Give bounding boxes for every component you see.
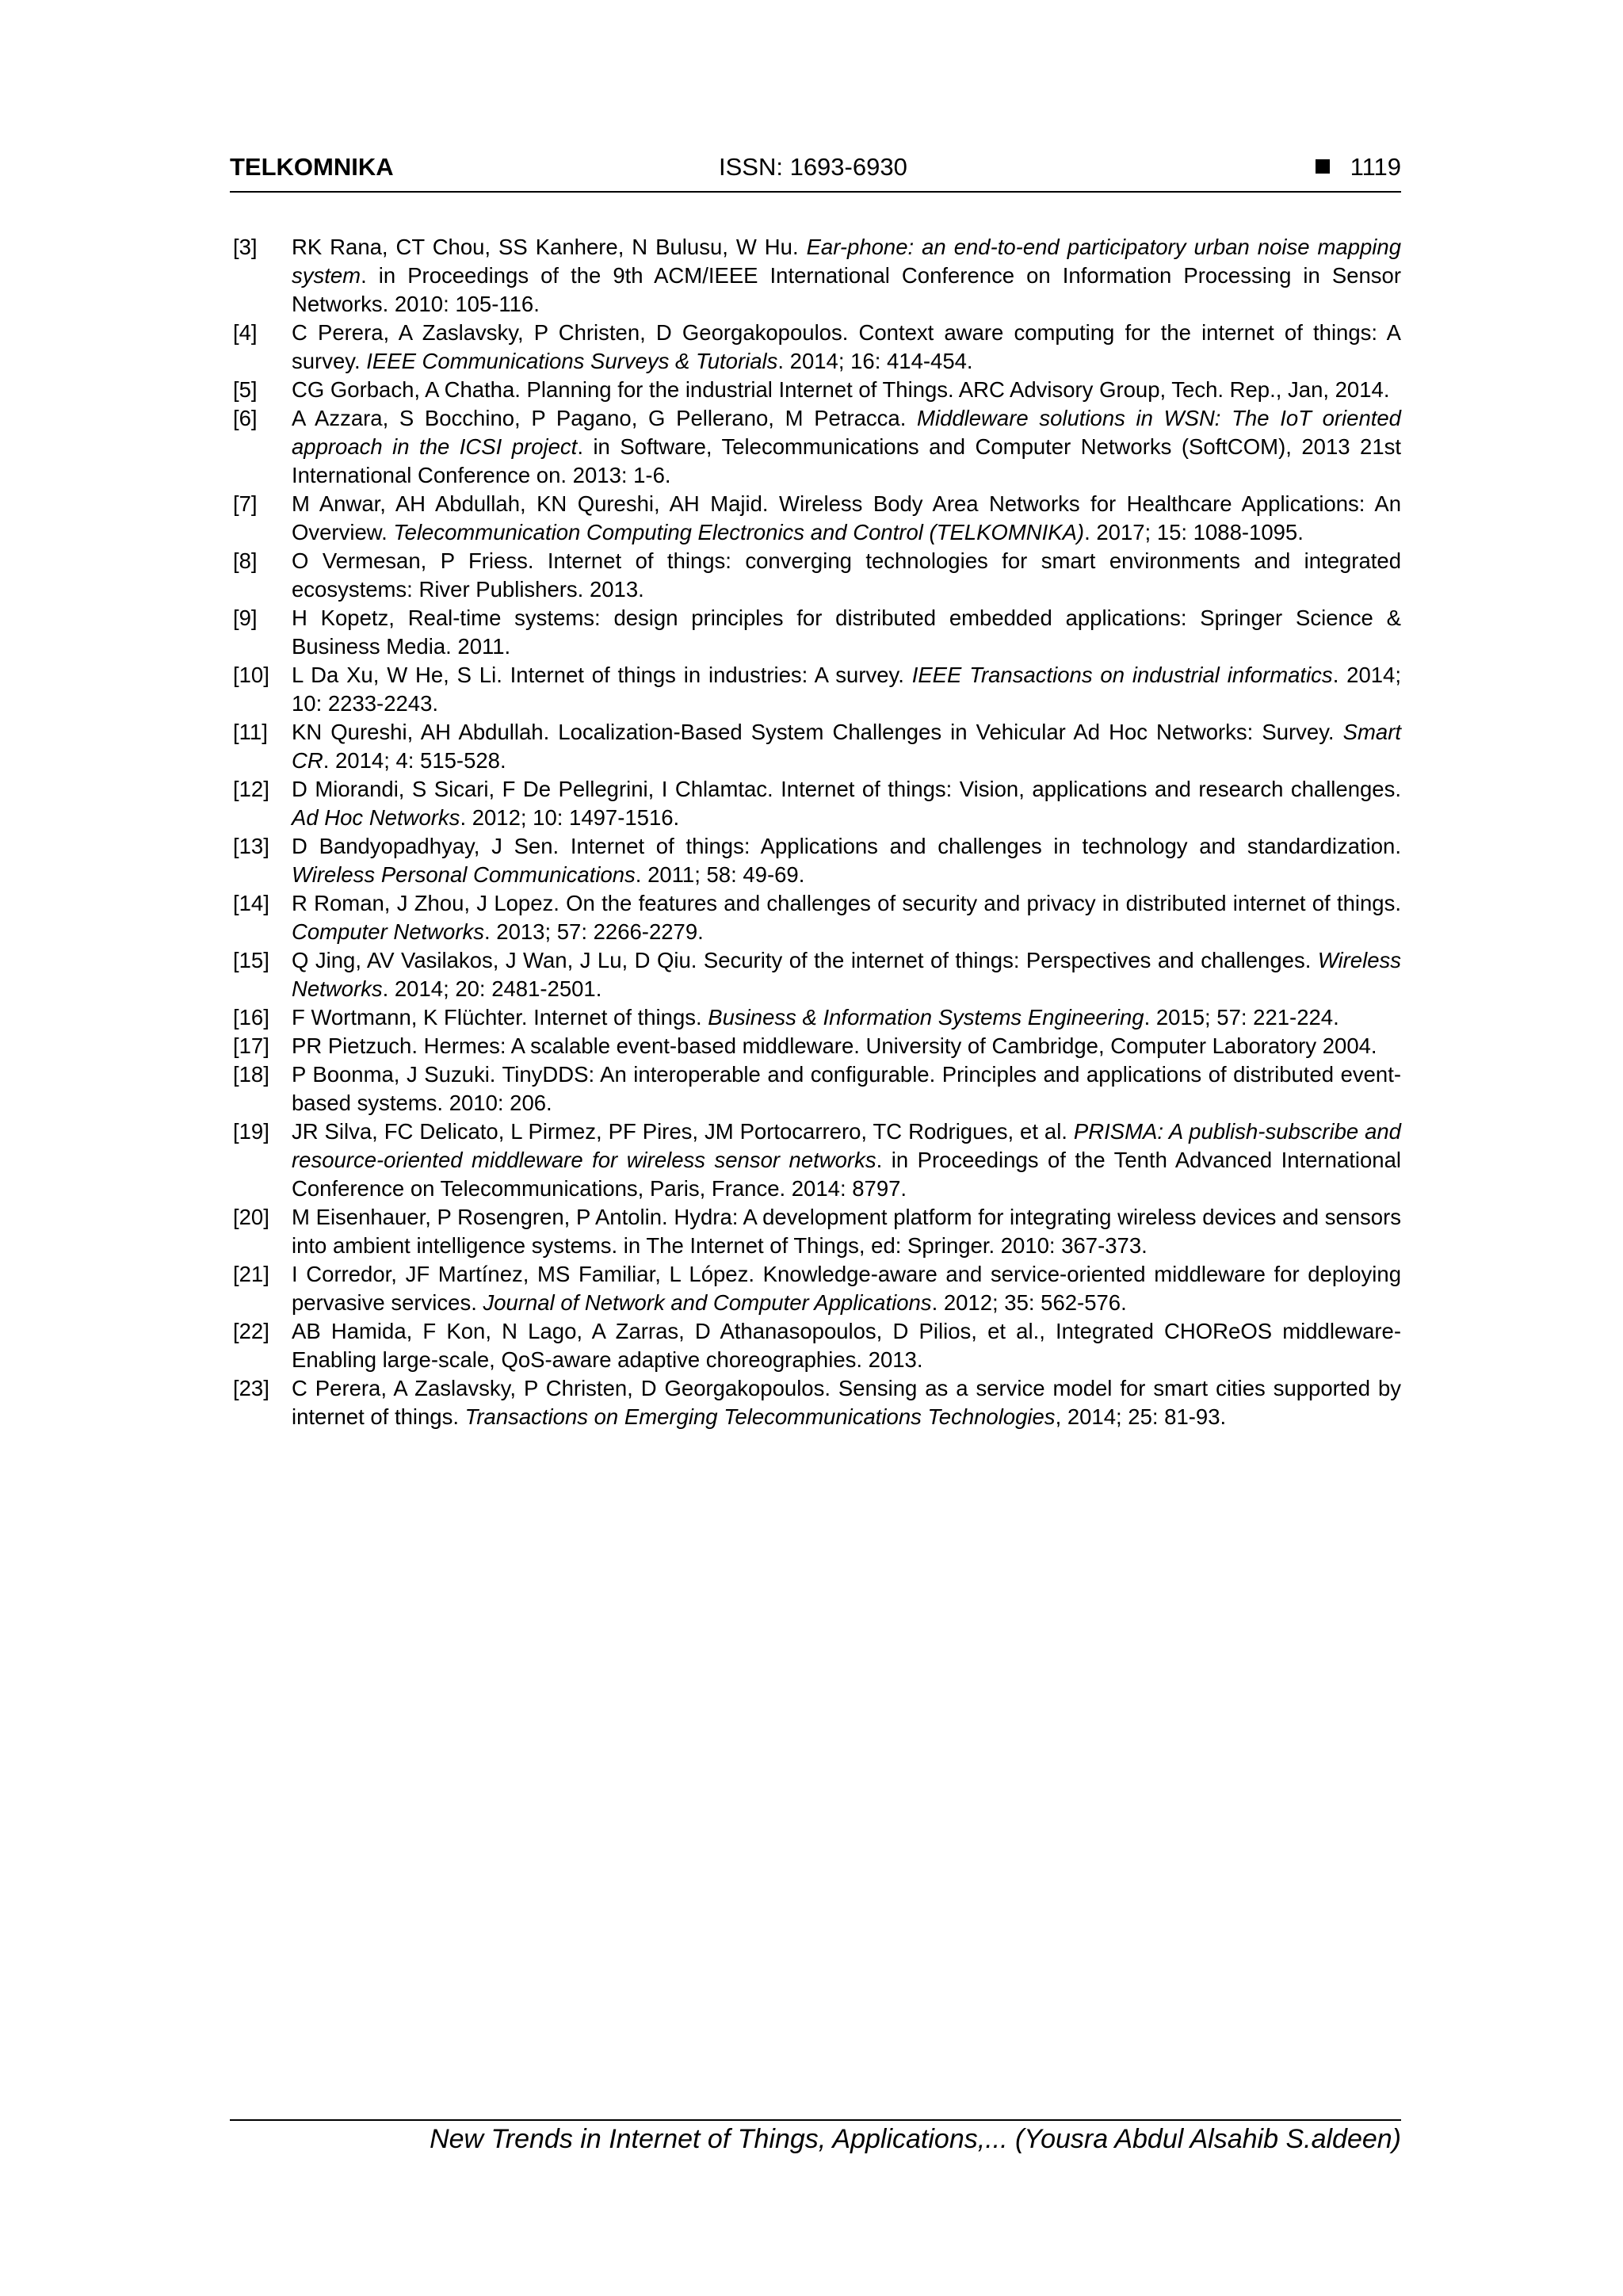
reference-item bbox=[233, 832, 1401, 889]
reference-number: [21] bbox=[233, 1262, 269, 1286]
reference-number: [14] bbox=[233, 891, 269, 915]
reference-italic-title: Ad Hoc Networks bbox=[292, 805, 460, 830]
black-square-icon bbox=[1316, 159, 1330, 174]
reference-details: . 2011; 58: 49-69. bbox=[635, 862, 805, 887]
reference-number: [15] bbox=[233, 948, 269, 972]
reference-item bbox=[233, 1032, 1401, 1060]
reference-details: . 2015; 57: 221-224. bbox=[1144, 1005, 1339, 1030]
reference-item bbox=[233, 490, 1401, 547]
reference-text bbox=[292, 1060, 1401, 1117]
reference-item bbox=[233, 1117, 1401, 1203]
reference-number: [8] bbox=[233, 548, 258, 573]
reference-item bbox=[233, 233, 1401, 319]
reference-text bbox=[292, 404, 1401, 490]
reference-text bbox=[292, 1317, 1401, 1374]
reference-details: . in Proceedings of the 9th ACM/IEEE International Conference on Information Processing in Sensor Networks. 2010: 105-116. bbox=[292, 263, 1401, 316]
reference-text bbox=[292, 490, 1401, 547]
reference-details: . 2014; 20: 2481-2501. bbox=[382, 976, 602, 1001]
reference-text bbox=[292, 547, 1401, 604]
reference-text bbox=[292, 775, 1401, 832]
reference-text bbox=[292, 946, 1401, 1003]
reference-number: [3] bbox=[233, 235, 258, 259]
reference-details: . 2014; 10: 2233-2243. bbox=[292, 663, 1401, 716]
reference-authors-title: RK Rana, CT Chou, SS Kanhere, N Bulusu, W Hu. bbox=[292, 235, 807, 259]
reference-authors-title: KN Qureshi, AH Abdullah. Localization-Based System Challenges in Vehicular Ad Hoc Networks: Survey. bbox=[292, 720, 1343, 744]
reference-details: . 2014; 16: 414-454. bbox=[777, 349, 973, 373]
reference-authors-title: R Roman, J Zhou, J Lopez. On the features and challenges of security and privacy in distributed internet of things. bbox=[292, 891, 1401, 915]
reference-italic-title: IEEE Communications Surveys & Tutorials bbox=[366, 349, 778, 373]
reference-text bbox=[292, 1203, 1401, 1260]
page-number-group bbox=[1316, 153, 1401, 181]
reference-item bbox=[233, 1374, 1401, 1431]
reference-authors-title: F Wortmann, K Flüchter. Internet of things. bbox=[292, 1005, 708, 1030]
reference-text bbox=[292, 1003, 1401, 1032]
reference-details: . 2017; 15: 1088-1095. bbox=[1084, 520, 1304, 544]
reference-text bbox=[292, 233, 1401, 319]
reference-number: [22] bbox=[233, 1319, 269, 1343]
journal-name: TELKOMNIKA bbox=[230, 153, 394, 181]
reference-number: [23] bbox=[233, 1376, 269, 1400]
reference-number: [7] bbox=[233, 491, 258, 516]
reference-item bbox=[233, 547, 1401, 604]
reference-details: . 2012; 35: 562-576. bbox=[931, 1290, 1127, 1315]
reference-number: [5] bbox=[233, 377, 258, 402]
reference-italic-title: IEEE Transactions on industrial informatics bbox=[911, 663, 1333, 687]
reference-text bbox=[292, 319, 1401, 376]
reference-item bbox=[233, 1260, 1401, 1317]
reference-text bbox=[292, 1117, 1401, 1203]
reference-text bbox=[292, 832, 1401, 889]
reference-italic-title: Transactions on Emerging Telecommunications Technologies bbox=[464, 1404, 1056, 1429]
reference-italic-title: Wireless Personal Communications bbox=[292, 862, 636, 887]
reference-number: [6] bbox=[233, 406, 258, 430]
reference-authors-title: C Perera, A Zaslavsky, P Christen, D Georgakopoulos. Sensing as a service model for smart cities supported by internet of things. bbox=[292, 1376, 1401, 1429]
reference-authors-title: C Perera, A Zaslavsky, P Christen, D Georgakopoulos. Context aware computing for the internet of things: A survey. bbox=[292, 320, 1401, 373]
reference-number: [16] bbox=[233, 1005, 269, 1030]
reference-number: [13] bbox=[233, 834, 269, 858]
reference-authors-title: O Vermesan, P Friess. Internet of things: converging technologies for smart environments and integrated ecosystems: River Publishers. 2013. bbox=[292, 548, 1401, 602]
reference-item bbox=[233, 775, 1401, 832]
reference-authors-title: CG Gorbach, A Chatha. Planning for the industrial Internet of Things. ARC Advisory Group, Tech. Rep., Jan, 2014. bbox=[292, 377, 1390, 402]
reference-number: [4] bbox=[233, 320, 258, 345]
reference-authors-title: AB Hamida, F Kon, N Lago, A Zarras, D Athanasopoulos, D Pilios, et al., Integrated CHOReOS middleware-Enabling large-scale, QoS-aware adaptive choreographies. 2013. bbox=[292, 1319, 1401, 1372]
reference-text bbox=[292, 718, 1401, 775]
reference-details: , 2014; 25: 81-93. bbox=[1055, 1404, 1227, 1429]
reference-item bbox=[233, 1317, 1401, 1374]
reference-item bbox=[233, 889, 1401, 946]
reference-item bbox=[233, 404, 1401, 490]
reference-item bbox=[233, 376, 1401, 404]
reference-number: [18] bbox=[233, 1062, 269, 1087]
reference-number: [17] bbox=[233, 1033, 269, 1058]
reference-text bbox=[292, 604, 1401, 661]
reference-text bbox=[292, 1260, 1401, 1317]
reference-details: . in Proceedings of the Tenth Advanced International Conference on Telecommunications, Paris, France. 2014: 8797. bbox=[292, 1148, 1401, 1201]
reference-italic-title: Business & Information Systems Engineering bbox=[708, 1005, 1144, 1030]
reference-text bbox=[292, 376, 1401, 404]
reference-item bbox=[233, 1203, 1401, 1260]
reference-details: . 2013; 57: 2266-2279. bbox=[484, 919, 704, 944]
reference-authors-title: I Corredor, JF Martínez, MS Familiar, L López. Knowledge-aware and service-oriented middleware for deploying pervasive services. bbox=[292, 1262, 1401, 1315]
reference-authors-title: M Anwar, AH Abdullah, KN Qureshi, AH Majid. Wireless Body Area Networks for Healthcare Applications: An Overview. bbox=[292, 491, 1401, 544]
reference-authors-title: JR Silva, FC Delicato, L Pirmez, PF Pires, JM Portocarrero, TC Rodrigues, et al. bbox=[292, 1119, 1074, 1144]
reference-authors-title: H Kopetz, Real-time systems: design principles for distributed embedded applications: Springer Science & Business Media. 2011. bbox=[292, 606, 1401, 659]
reference-item bbox=[233, 604, 1401, 661]
reference-italic-title: Telecommunication Computing Electronics and Control (TELKOMNIKA) bbox=[393, 520, 1085, 544]
reference-authors-title: A Azzara, S Bocchino, P Pagano, G Pellerano, M Petracca. bbox=[292, 406, 918, 430]
reference-item bbox=[233, 946, 1401, 1003]
reference-text bbox=[292, 1032, 1401, 1060]
reference-item bbox=[233, 319, 1401, 376]
reference-details: . 2012; 10: 1497-1516. bbox=[460, 805, 680, 830]
reference-number: [19] bbox=[233, 1119, 269, 1144]
reference-italic-title: Wireless Networks bbox=[292, 948, 1401, 1001]
reference-italic-title: Ear-phone: an end-to-end participatory urban noise mapping system bbox=[292, 235, 1401, 288]
reference-number: [9] bbox=[233, 606, 258, 630]
reference-italic-title: Computer Networks bbox=[292, 919, 484, 944]
reference-number: [12] bbox=[233, 777, 269, 801]
reference-italic-title: Smart CR bbox=[292, 720, 1401, 773]
reference-number: [11] bbox=[233, 720, 268, 744]
reference-number: [20] bbox=[233, 1205, 269, 1229]
reference-authors-title: PR Pietzuch. Hermes: A scalable event-based middleware. University of Cambridge, Computer Laboratory 2004. bbox=[292, 1033, 1377, 1058]
reference-text bbox=[292, 661, 1401, 718]
reference-italic-title: Middleware solutions in WSN: The IoT oriented approach in the ICSI project bbox=[292, 406, 1401, 459]
reference-authors-title: D Bandyopadhyay, J Sen. Internet of things: Applications and challenges in technology and standardization. bbox=[292, 834, 1401, 858]
reference-details: . 2014; 4: 515-528. bbox=[323, 748, 506, 773]
reference-authors-title: M Eisenhauer, P Rosengren, P Antolin. Hydra: A development platform for integrating wireless devices and sensors into ambient intelligence systems. in The Internet of Things, ed: Springer. 2010: 367-373. bbox=[292, 1205, 1401, 1258]
reference-authors-title: L Da Xu, W He, S Li. Internet of things in industries: A survey. bbox=[292, 663, 912, 687]
reference-item bbox=[233, 661, 1401, 718]
page-number: 1119 bbox=[1350, 153, 1401, 181]
reference-authors-title: D Miorandi, S Sicari, F De Pellegrini, I Chlamtac. Internet of things: Vision, applications and research challenges. bbox=[292, 777, 1401, 801]
reference-details: . in Software, Telecommunications and Computer Networks (SoftCOM), 2013 21st International Conference on. 2013: 1-6. bbox=[292, 434, 1402, 487]
reference-text bbox=[292, 889, 1401, 946]
issn: ISSN: 1693-6930 bbox=[719, 153, 907, 181]
running-footer: New Trends in Internet of Things, Applications,... (Yousra Abdul Alsahib S.aldeen) bbox=[430, 2124, 1401, 2154]
reference-number: [10] bbox=[233, 663, 269, 687]
footer-divider bbox=[230, 2119, 1401, 2121]
reference-item bbox=[233, 1003, 1401, 1032]
reference-item bbox=[233, 718, 1401, 775]
reference-list bbox=[233, 233, 1401, 1431]
reference-italic-title: Journal of Network and Computer Applications bbox=[483, 1290, 932, 1315]
reference-authors-title: P Boonma, J Suzuki. TinyDDS: An interoperable and configurable. Principles and applications of distributed event-based systems. 2010: 206. bbox=[292, 1062, 1401, 1115]
page-header bbox=[230, 153, 1401, 193]
reference-text bbox=[292, 1374, 1401, 1431]
reference-italic-title: PRISMA: A publish-subscribe and resource-oriented middleware for wireless sensor networks bbox=[292, 1119, 1401, 1172]
reference-item bbox=[233, 1060, 1401, 1117]
reference-authors-title: Q Jing, AV Vasilakos, J Wan, J Lu, D Qiu. Security of the internet of things: Perspectives and challenges. bbox=[292, 948, 1318, 972]
